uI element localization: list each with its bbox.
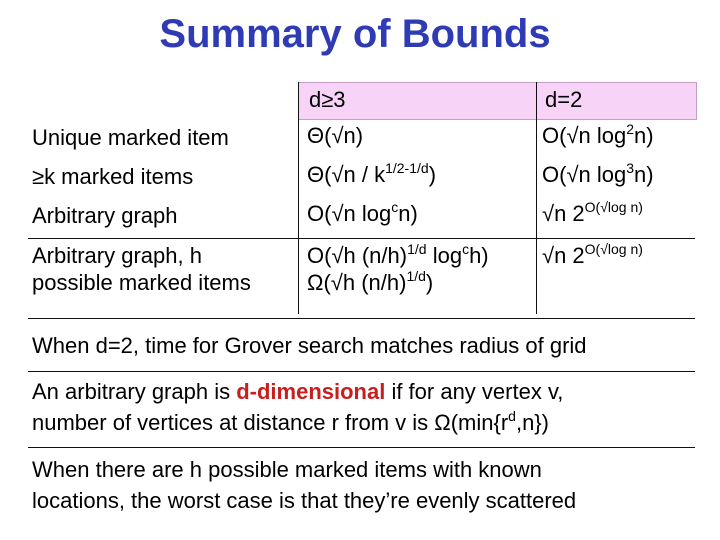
row-h-d2: √n $2^{O(√log n)}$ [542, 241, 643, 268]
column-divider-1 [298, 82, 299, 314]
header-d3: d≥3 [309, 87, 346, 112]
row-label-h-line1: Arbitrary graph, h [32, 243, 202, 268]
row-label-h-line2: possible marked items [32, 270, 251, 295]
table-header-background [298, 82, 697, 120]
row-h-d3-lower: Ω(√h $(n/h)^{1/d}$) [307, 268, 434, 295]
row-label-arbitrary: Arbitrary graph [32, 203, 178, 228]
row-arbitrary-d2: √n $2^{O(√log n)}$ [542, 199, 643, 226]
bounds-table [28, 82, 695, 314]
row-divider [28, 238, 695, 239]
row-k-marked-d3: $\Theta(√n / k^{1/2-1/d})$ [307, 160, 437, 187]
separator-2 [28, 371, 695, 372]
row-h-d3-upper: O(√h $(n/h)^{1/d}$ $\log^ch$) [307, 241, 489, 268]
row-unique-d2: O(√n $\log^2n$) [542, 121, 654, 148]
note-d-dimensional-line1: An arbitrary graph is d-dimensional if for any vertex v, [32, 379, 564, 404]
column-divider-2 [536, 82, 537, 314]
separator-1 [28, 318, 695, 319]
row-label-k-marked: ≥k marked items [32, 164, 194, 189]
note-scattered-line1: When there are h possible marked items with known [32, 457, 542, 482]
note-d-dimensional-line2: number of vertices at distance r from v is $\Omega(\min\{r^d,n\})$ [32, 408, 549, 435]
separator-3 [28, 447, 695, 448]
row-arbitrary-d3: O(√n $\log^cn$) [307, 199, 418, 226]
slide-title: Summary of Bounds [159, 12, 551, 56]
row-unique-d3: Θ(√n) [307, 123, 364, 148]
note-grover-radius: When d=2, time for Grover search matches radius of grid [32, 333, 587, 358]
d-dimensional-term: d-dimensional [236, 379, 386, 404]
note-scattered-line2: locations, the worst case is that they’re evenly scattered [32, 488, 577, 513]
row-label-unique: Unique marked item [32, 125, 229, 150]
header-d2: d=2 [545, 87, 583, 112]
row-k-marked-d2: O(√n $\log^3n$) [542, 160, 654, 187]
